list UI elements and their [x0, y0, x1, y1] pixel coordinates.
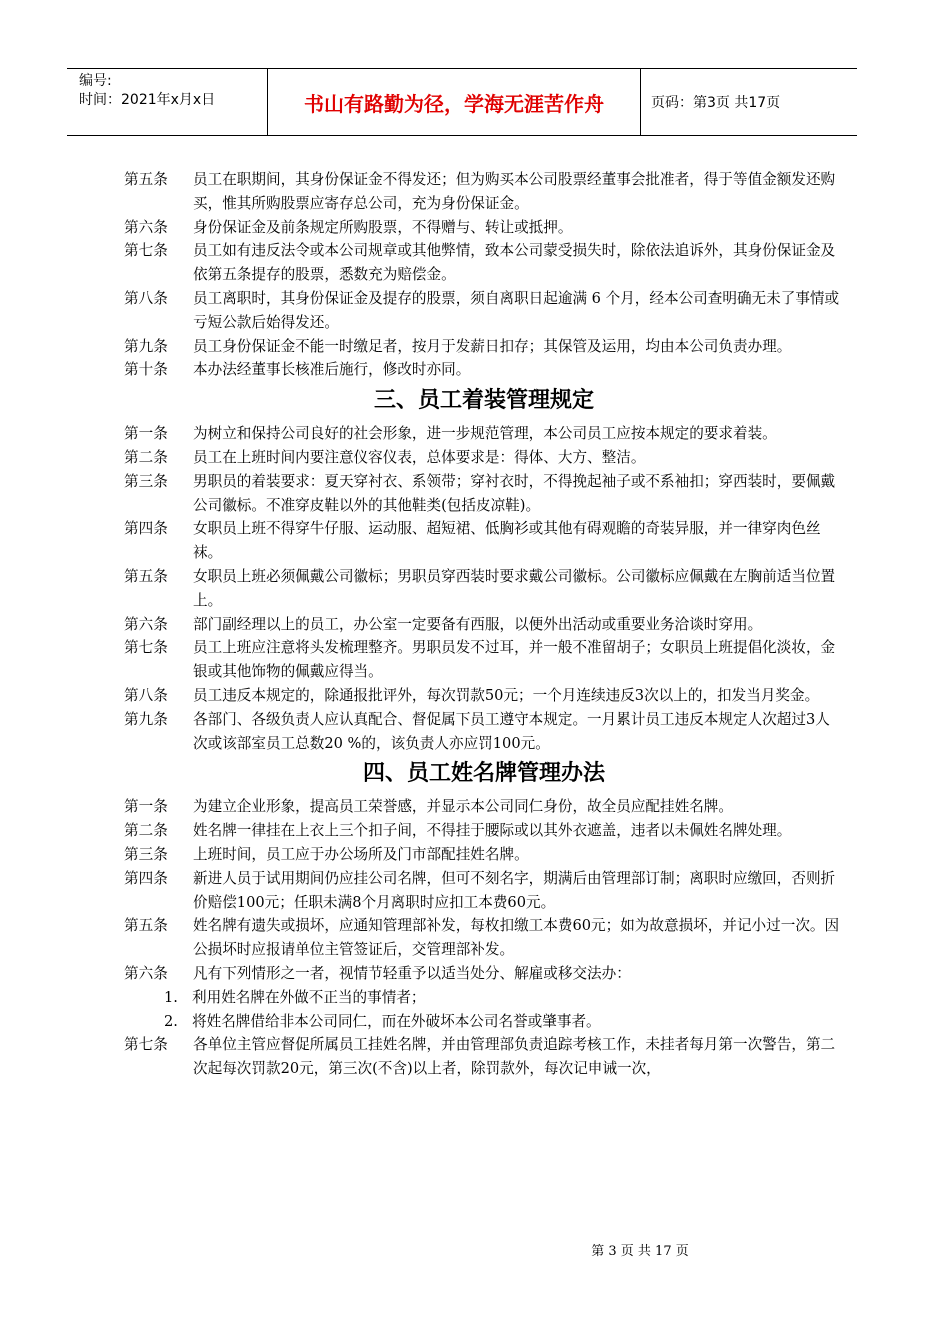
article: [124, 684, 844, 708]
article-label: 第三条: [124, 472, 168, 490]
article: [124, 708, 844, 756]
article-label: 第九条: [124, 710, 168, 728]
article: [124, 287, 844, 335]
article-text: 员工在上班时间内要注意仪容仪表，总体要求是：得体、大方、整洁。: [193, 448, 646, 466]
article: [124, 819, 844, 843]
section-heading: 三、员工着装管理规定: [373, 388, 594, 414]
article-text: 员工违反本规定的，除通报批评外，每次罚款50元；一个月连续违反3次以上的，扣发当月奖金。: [193, 686, 820, 704]
article-label: 第十条: [124, 361, 168, 379]
article-label: 第九条: [124, 337, 168, 355]
article-text: 姓名牌有遗失或损坏，应通知管理部补发，每枚扣缴工本费60元；如为故意损坏，并记小过一次。因公损坏时应报请单位主管签证后，交管理部补发。: [193, 917, 840, 959]
list-item: [124, 1010, 844, 1034]
article-label: 第四条: [124, 869, 168, 887]
list-item-number: 2.: [164, 1012, 178, 1030]
article-text: 女职员上班必须佩戴公司徽标；男职员穿西装时要求戴公司徽标。公司徽标应佩戴在左胸前适当位置上。: [193, 567, 836, 609]
article: [124, 335, 844, 359]
page-header: [67, 68, 857, 136]
article-text: 女职员上班不得穿牛仔服、运动服、超短裙、低胸衫或其他有碍观瞻的奇装异服，并一律穿肉色丝袜。: [193, 520, 821, 562]
article: [124, 565, 844, 613]
article: [124, 470, 844, 518]
header-page-number: 页码：第3页 共17页: [651, 95, 781, 111]
article: [124, 1033, 844, 1081]
article-label: 第五条: [124, 567, 168, 585]
article: [124, 239, 844, 287]
article-text: 员工如有违反法令或本公司规章或其他弊情，致本公司蒙受损失时，除依法追诉外，其身份保证金及依第五条提存的股票，悉数充为赔偿金。: [193, 242, 836, 284]
page-footer: 第 3 页 共 17 页: [591, 1244, 689, 1259]
article: [124, 795, 844, 819]
article-text: 为树立和保持公司良好的社会形象，进一步规范管理，本公司员工应按本规定的要求着装。: [193, 425, 777, 443]
article-label: 第二条: [124, 822, 168, 840]
article-text: 身份保证金及前条规定所购股票，不得赠与、转让或抵押。: [193, 218, 573, 236]
document-body: [124, 168, 844, 1081]
header-motto: 书山有路勤为径，学海无涯苦作舟: [268, 69, 641, 135]
section-heading: 四、员工姓名牌管理办法: [362, 761, 605, 787]
article-label: 第二条: [124, 448, 168, 466]
document-number: 编号:: [79, 73, 112, 89]
article: [124, 962, 844, 986]
article: [124, 914, 844, 962]
article-text: 各单位主管应督促所属员工挂姓名牌，并由管理部负责追踪考核工作，未挂者每月第一次警告，第二次起每次罚款20元，第三次(不含)以上者，除罚款外，每次记申诫一次，: [193, 1036, 836, 1078]
article: [124, 517, 844, 565]
article: [124, 843, 844, 867]
article: [124, 358, 844, 382]
article-text: 员工身份保证金不能一时缴足者，按月于发薪日扣存；其保管及运用，均由本公司负责办理。: [193, 337, 792, 355]
article-label: 第五条: [124, 171, 168, 188]
article-text: 本办法经董事长核准后施行，修改时亦同。: [193, 361, 471, 379]
article-label: 第六条: [124, 964, 168, 982]
header-meta: [67, 69, 268, 135]
article: [124, 168, 844, 216]
article-label: 第六条: [124, 218, 168, 236]
article-text: 新进人员于试用期间仍应挂公司名牌，但可不刻名字，期满后由管理部订制；离职时应缴回，否则折价赔偿100元；任职未满8个月离职时应扣工本费60元。: [193, 869, 836, 911]
article: [124, 446, 844, 470]
article-text: 姓名牌一律挂在上衣上三个扣子间，不得挂于腰际或以其外衣遮盖，违者以未佩姓名牌处理。: [193, 822, 792, 840]
article-text: 员工离职时，其身份保证金及提存的股票，须自离职日起逾满 6 个月，经本公司查明确无未了事情或亏短公款后始得发还。: [193, 289, 840, 331]
article-label: 第一条: [124, 798, 168, 816]
article-text: 员工在职期间，其身份保证金不得发还；但为购买本公司股票经董事会批准者，得于等值金额发还购买，惟其所购股票应寄存总公司，充为身份保证金。: [193, 171, 836, 212]
article-label: 第七条: [124, 639, 168, 657]
article-label: 第八条: [124, 289, 168, 307]
document-time: 时间：2021年x月x日: [79, 92, 216, 108]
article: [124, 422, 844, 446]
article-text: 为建立企业形象，提高员工荣誉感，并显示本公司同仁身份，故全员应配挂姓名牌。: [193, 798, 733, 816]
article-label: 第六条: [124, 615, 168, 633]
list-item-number: 1.: [164, 988, 178, 1006]
article-text: 各部门、各级负责人应认真配合、督促属下员工遵守本规定。一月累计员工违反本规定人次超过3人次或该部室员工总数20 %的，该负责人亦应罚100元。: [193, 710, 830, 752]
article-label: 第八条: [124, 686, 168, 704]
list-item-text: 将姓名牌借给非本公司同仁，而在外破坏本公司名誉或肇事者。: [192, 1012, 601, 1030]
article: [124, 613, 844, 637]
article-text: 男职员的着装要求：夏天穿衬衣、系领带；穿衬衣时，不得挽起袖子或不系袖扣；穿西装时，要佩戴公司徽标。不准穿皮鞋以外的其他鞋类(包括皮凉鞋)。: [193, 472, 836, 514]
list-item-text: 利用姓名牌在外做不正当的事情者；: [192, 988, 426, 1006]
article-label: 第四条: [124, 520, 168, 538]
article-label: 第七条: [124, 1036, 168, 1054]
article: [124, 216, 844, 240]
article-label: 第五条: [124, 917, 168, 935]
article-text: 员工上班应注意将头发梳理整齐。男职员发不过耳，并一般不准留胡子；女职员上班提倡化淡妆，金银或其他饰物的佩戴应得当。: [193, 639, 836, 681]
article-label: 第一条: [124, 425, 168, 443]
article-text: 凡有下列情形之一者，视情节轻重予以适当处分、解雇或移交法办：: [193, 964, 631, 982]
article-label: 第三条: [124, 845, 168, 863]
article: [124, 867, 844, 915]
article-text: 上班时间，员工应于办公场所及门市部配挂姓名牌。: [193, 845, 529, 863]
article: [124, 636, 844, 684]
article-label: 第七条: [124, 242, 168, 260]
list-item: [124, 986, 844, 1010]
article-text: 部门副经理以上的员工，办公室一定要备有西服，以便外出活动或重要业务洽谈时穿用。: [193, 615, 763, 633]
